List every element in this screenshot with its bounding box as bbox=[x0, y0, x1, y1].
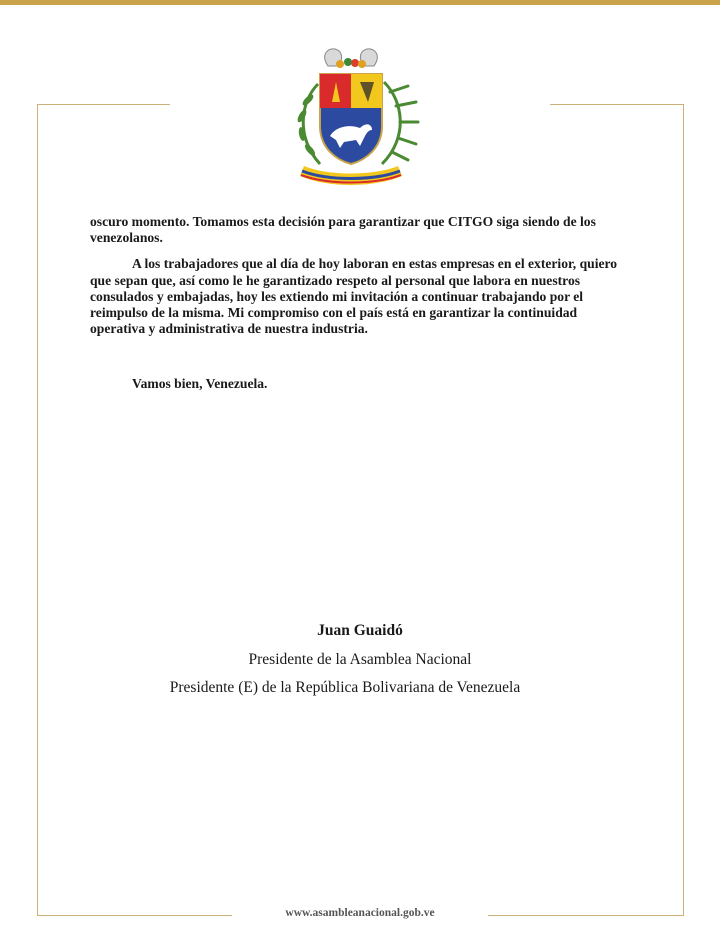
frame-top-left bbox=[37, 104, 170, 105]
paragraph-2: A los trabajadores que al día de hoy laboran en estas empresas en el exterior, quiero que sepan que, así como le he garantizado respeto al personal que labora en nuestros consulados y embajadas, hoy les extiendo mi invitación a continuar trabajando por el reimpulso de la misma. Mi compromiso con el país está en garantizar la continuidad operativa y administrativa de nuestra industria. bbox=[90, 256, 618, 337]
frame-left bbox=[37, 104, 38, 916]
footer-website-link[interactable]: www.asambleanacional.gob.ve bbox=[285, 907, 435, 919]
paragraph-1: oscuro momento. Tomamos esta decisión para garantizar que CITGO siga siendo de los venezolanos. bbox=[90, 214, 596, 246]
venezuela-coat-of-arms-icon bbox=[278, 42, 424, 194]
closing-line: Vamos bien, Venezuela. bbox=[132, 376, 268, 391]
frame-top-right bbox=[550, 104, 684, 105]
signature-title-1: Presidente de la Asamblea Nacional bbox=[248, 651, 472, 668]
letter-body bbox=[90, 214, 630, 337]
signature-title-2: Presidente (E) de la República Bolivariana de Venezuela bbox=[169, 679, 521, 696]
top-gold-bar bbox=[0, 0, 720, 5]
signature-name: Juan Guaidó bbox=[317, 622, 403, 639]
frame-right bbox=[683, 104, 684, 916]
